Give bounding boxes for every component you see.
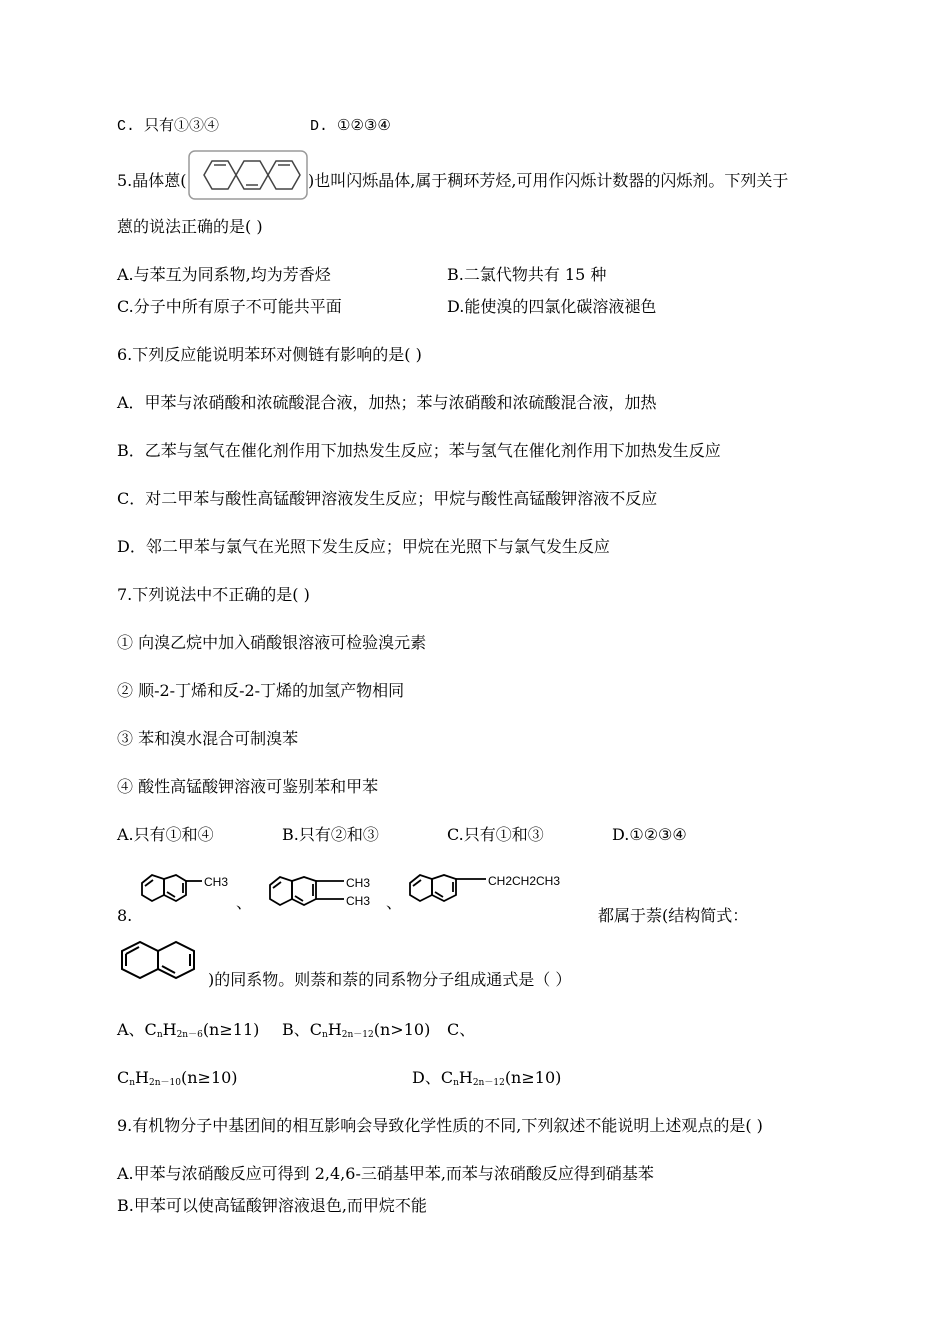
q6-option-b[interactable]: B．乙苯与氢气在催化剂作用下加热发生反应；苯与氢气在催化剂作用下加热发生反应	[117, 441, 721, 460]
q5-option-b[interactable]: B.二氯代物共有 15 种	[447, 265, 607, 284]
formula-separator: 、	[236, 893, 253, 912]
q5-option-c[interactable]: C.分子中所有原子不可能共平面	[117, 297, 342, 316]
q6-option-c[interactable]: C．对二甲苯与酸性高锰酸钾溶液发生反应；甲烷与酸性高锰酸钾溶液不反应	[117, 489, 658, 508]
propyl-group-label: CH2CH2CH3	[488, 874, 561, 888]
q8-option-c-label[interactable]: C、	[447, 1020, 476, 1039]
methyl-group-label-2: CH3	[346, 894, 371, 908]
q9-stem: 9.有机物分子中基团间的相互影响会导致化学性质的不同,下列叙述不能说明上述观点的是( )	[117, 1116, 763, 1135]
q4-option-c[interactable]: C. 只有①③④	[117, 118, 220, 135]
q8-stem-end: )的同系物。则萘和萘的同系物分子组成通式是（ ）	[208, 970, 572, 989]
q8-stem-start: 都属于萘(结构简式：	[598, 906, 749, 925]
q8-number: 8.	[117, 906, 133, 925]
q6-stem: 6.下列反应能说明苯环对侧链有影响的是( )	[117, 345, 422, 364]
q5-stem-end: 蒽的说法正确的是( )	[117, 217, 263, 236]
q7-option-b[interactable]: B.只有②和③	[282, 825, 379, 844]
q5-stem-continued: )也叫闪烁晶体,属于稠环芳烃,可用作闪烁计数器的闪烁剂。下列关于	[308, 171, 789, 190]
q8-option-d[interactable]: D、$C_nH_{2n-12}(n\ge 10)$	[412, 1068, 562, 1088]
q5-stem-start: 5.晶体蒽(	[117, 171, 187, 190]
q9-option-b[interactable]: B.甲苯可以使高锰酸钾溶液退色,而甲烷不能	[117, 1196, 427, 1215]
q9-option-a[interactable]: A.甲苯与浓硝酸反应可得到 2,4,6-三硝基甲苯,而苯与浓硝酸反应得到硝基苯	[117, 1164, 654, 1183]
q7-statement-4: ④ 酸性高锰酸钾溶液可鉴别苯和甲苯	[117, 777, 379, 796]
q5-option-a[interactable]: A.与苯互为同系物,均为芳香烃	[117, 265, 331, 284]
methyl-group-label: CH3	[204, 875, 229, 889]
q7-option-c[interactable]: C.只有①和③	[447, 825, 544, 844]
q8-option-c-formula[interactable]: $C_nH_{2n-10}(n\ge 10)$	[117, 1068, 238, 1088]
q8-option-b[interactable]: B、$C_nH_{2n-12}(n>10)$	[282, 1020, 431, 1040]
q5-option-d[interactable]: D.能使溴的四氯化碳溶液褪色	[447, 297, 657, 316]
anthracene-structure-image	[188, 150, 308, 200]
q8-option-a[interactable]: A、$C_nH_{2n-6}(n\ge 11)$	[117, 1020, 260, 1040]
q7-statement-2: ② 顺-2-丁烯和反-2-丁烯的加氢产物相同	[117, 681, 405, 700]
naphthalene-structure	[116, 935, 208, 985]
q7-option-a[interactable]: A.只有①和④	[117, 825, 214, 844]
q4-option-d[interactable]: D. ①②③④	[310, 118, 391, 135]
formula-separator: 、	[386, 893, 403, 912]
propylnaphthalene-structure	[402, 863, 602, 917]
q7-statement-1: ① 向溴乙烷中加入硝酸银溶液可检验溴元素	[117, 633, 427, 652]
q6-option-a[interactable]: A．甲苯与浓硝酸和浓硫酸混合液，加热；苯与浓硝酸和浓硫酸混合液，加热	[117, 393, 657, 412]
dimethylnaphthalene-structure	[264, 865, 404, 919]
q7-statement-3: ③ 苯和溴水混合可制溴苯	[117, 729, 299, 748]
q7-option-d[interactable]: D.①②③④	[612, 825, 687, 844]
q7-stem: 7.下列说法中不正确的是( )	[117, 585, 310, 604]
methyl-group-label-1: CH3	[346, 876, 371, 890]
q6-option-d[interactable]: D．邻二甲苯与氯气在光照下发生反应；甲烷在光照下与氯气发生反应	[117, 537, 610, 556]
